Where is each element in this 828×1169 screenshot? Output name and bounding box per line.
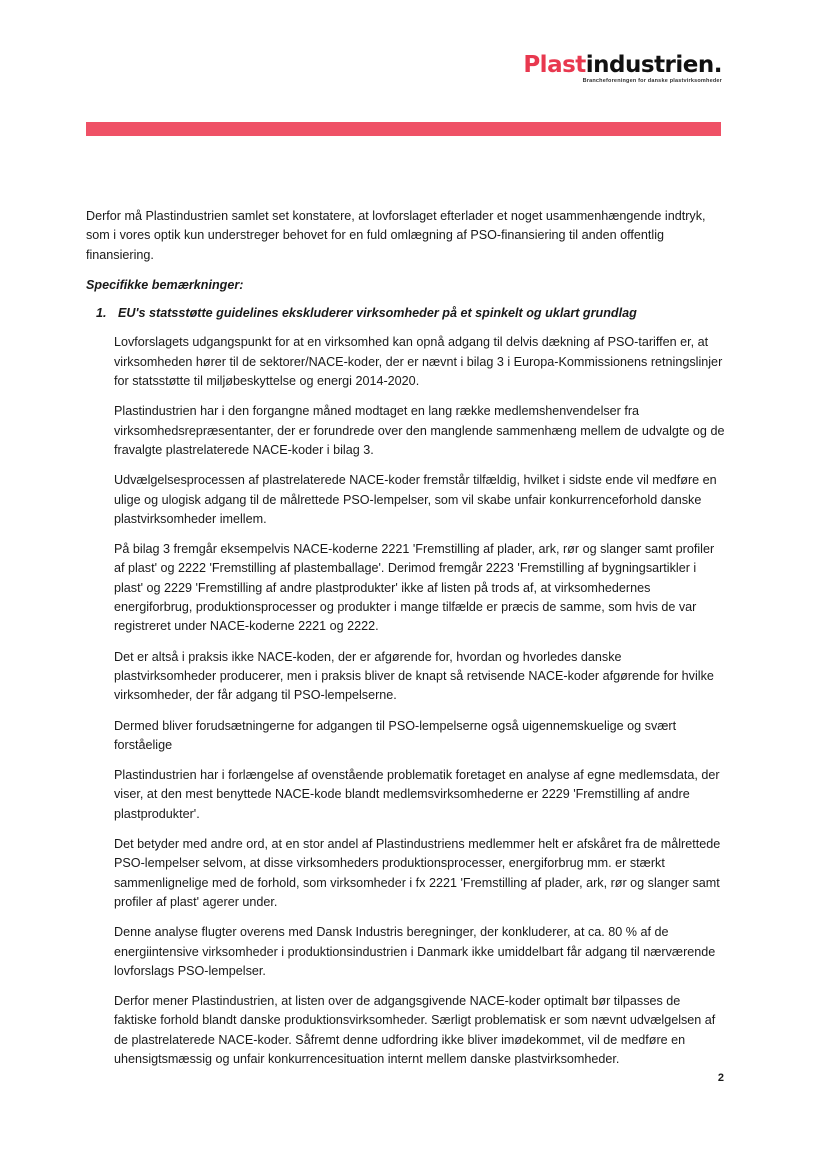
body-paragraph: Plastindustrien har i forlængelse af ovenstående problematik foretaget en analyse af egne medlemsdata, der viser, at den mest benyttede NACE-kode blandt medlemsvirksomhederne er 2229 'Fremstilling af andre plastprodukter'. [114,768,720,821]
logo-industrien-text: industrien. [585,52,722,78]
body-paragraph: På bilag 3 fremgår eksempelvis NACE-koderne 2221 'Fremstilling af plader, ark, rør og slanger samt profiler af plast' og 2222 'Fremstilling af plastemballage'. Derimod fremgår 2223 'Fremstilling af bygningsartikler i plast' og 2229 'Fremstilling af andre plastprodukter' ikke af listen på trods af, at virksomhedernes energiforbrug, produktionsprocesser og produkter i mange tilfælde er præcis de samme, som hvis de var registreret under NACE-koderne 2221 og 2222. [114,542,715,634]
logo-plast-text: Plast [523,52,586,78]
intro-paragraph: Derfor må Plastindustrien samlet set konstatere, at lovforslaget efterlader et noget usammenhængende indtryk, som i vores optik kun understreger behovet for en fuld omlægning af PSO-finansiering til anden offentlig finansiering. [86,209,706,262]
logo-tagline: Brancheforeningen for danske plastvirksomheder [582,78,722,84]
body-paragraph: Lovforslagets udgangspunkt for at en virksomhed kan opnå adgang til delvis dækning af PSO-tariffen er, at virksomheden hører til de sektorer/NACE-koder, der er nævnt i bilag 3 i Europa-Kommissionens retningslinjer for statsstøtte til miljøbeskyttelse og energi 2014-2020. [114,335,723,389]
body-paragraph: Det er altså i praksis ikke NACE-koden, der er afgørende for, hvordan og hvorledes danske plastvirksomheder producerer, men i praksis bliver de knapt så retvisende NACE-koder afgørende for hvilke virksomheder, der får adgang til PSO-lempelserne. [114,649,714,703]
body-paragraph: Det betyder med andre ord, at en stor andel af Plastindustriens medlemmer helt er afskåret fra de målrettede PSO-lempelser selvom, at disse virksomheders produktionsprocesser, energiforbrug mm. er stærkt sammenlignelige med de forhold, som virksomheder i fx 2221 'Fremstilling af plader, ark, rør og slanger samt profiler af plast' agerer under. [114,837,721,909]
body-paragraph: Plastindustrien har i den forgangne måned modtaget en lang række medlemshenvendelser fra virksomhedsrepræsentanter, der er forundrede over den manglende sammenhæng mellem de udvalgte og de fravalgte plastrelaterede NACE-koder i bilag 3. [114,404,725,457]
logo-wordmark [523,52,722,78]
header-band [86,122,721,136]
body-paragraph: Udvælgelsesprocessen af plastrelaterede NACE-koder fremstår tilfældig, hvilket i sidste ende vil medføre en ulige og ulogisk adgang til de målrettede PSO-lempelser, som vil skabe unfair konkurrenceforhold danske plastvirksomheder imellem. [114,473,717,526]
body-paragraph: Dermed bliver forudsætningerne for adgangen til PSO-lempelserne også uigennemskuelige og svært forståelige [114,718,677,752]
specific-remarks-heading: Specifikke bemærkninger: [86,277,244,292]
section-title: EU's statsstøtte guidelines ekskluderer virksomheder på et spinkelt og uklart grundlag [118,306,637,321]
plastindustrien-logo [523,52,722,84]
section-number: 1. [96,306,107,321]
document-body [86,207,726,1080]
section-heading [96,304,726,323]
body-paragraph: Derfor mener Plastindustrien, at listen over de adgangsgivende NACE-koder optimalt bør tilpasses de faktiske forhold blandt danske produktionsvirksomheder. Særligt problematisk er som nævnt udvælgelsen af de plastrelaterede NACE-koder. Såfremt denne udfordring ikke bliver imødekommet, vil de medføre en uhensigtsmæssig og unfair konkurrencesituation internt mellem danske plastvirksomheder. [114,994,716,1066]
body-paragraph: Denne analyse flugter overens med Dansk Industris beregninger, der konkluderer, at ca. 80 % af de energiintensive virksomheder i produktionsindustrien i Danmark ikke umiddelbart får adgang til nærværende lovforslags PSO-lempelser. [114,925,716,978]
page-number: 2 [717,1072,724,1084]
